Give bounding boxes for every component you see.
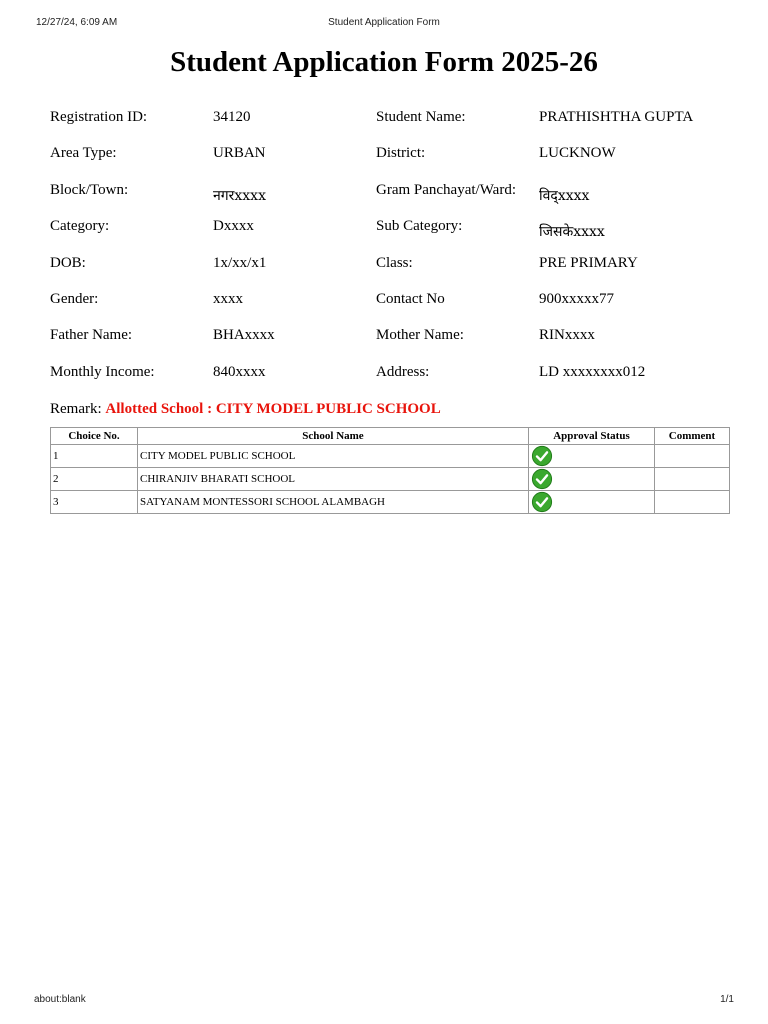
approval-status-cell — [529, 468, 655, 491]
comment-header: Comment — [655, 428, 730, 445]
gender-label: Gender: — [50, 290, 99, 307]
green-check-icon — [531, 468, 553, 490]
print-header — [0, 17, 768, 31]
field-row — [50, 255, 730, 291]
applicant-details — [50, 109, 730, 400]
contact-no-label: Contact No — [376, 290, 445, 307]
remark — [50, 401, 441, 418]
dob-label: DOB: — [50, 254, 86, 271]
print-footer — [0, 994, 768, 1008]
comment-cell — [655, 468, 730, 491]
student-name-value: PRATHISHTHA GUPTA — [539, 109, 694, 125]
gram-panchayat-ward-label: Gram Panchayat/Ward: — [376, 181, 516, 198]
school-name-cell: CITY MODEL PUBLIC SCHOOL — [138, 445, 529, 468]
dob-value: 1x/xx/x1 — [213, 254, 267, 271]
mother-name-label: Mother Name: — [376, 327, 464, 344]
father-name-label: Father Name: — [50, 327, 133, 344]
area-type-label: Area Type: — [50, 145, 117, 162]
field-row — [50, 364, 730, 400]
print-page-number: 1/1 — [720, 994, 734, 1005]
gender-value: xxxx — [213, 290, 243, 307]
choice-no-cell: 1 — [51, 445, 138, 468]
school-name-cell: SATYANAM MONTESSORI SCHOOL ALAMBAGH — [138, 491, 529, 514]
registration-id-label: Registration ID: — [50, 109, 148, 125]
field-row — [50, 218, 730, 254]
gram-panchayat-ward-value: विद्xxxx — [539, 187, 590, 204]
form-title: Student Application Form 2025-26 — [170, 46, 598, 78]
block-town-value: नगरxxxx — [213, 187, 266, 204]
table-row — [51, 491, 730, 514]
green-check-icon — [531, 445, 553, 467]
field-row — [50, 291, 730, 327]
print-url: about:blank — [34, 994, 86, 1005]
school-name-cell: CHIRANJIV BHARATI SCHOOL — [138, 468, 529, 491]
class-value: PRE PRIMARY — [539, 254, 638, 271]
print-page-title: Student Application Form — [328, 17, 440, 28]
approval-status-header: Approval Status — [529, 428, 655, 445]
allotted-school-remark: Allotted School : CITY MODEL PUBLIC SCHOOL — [105, 401, 441, 417]
field-row — [50, 145, 730, 181]
green-check-icon — [531, 491, 553, 513]
school-name-header: School Name — [138, 428, 529, 445]
area-type-value: URBAN — [213, 145, 266, 162]
table-row — [51, 468, 730, 491]
comment-cell — [655, 445, 730, 468]
print-datetime: 12/27/24, 6:09 AM — [36, 17, 118, 28]
sub-category-label: Sub Category: — [376, 218, 463, 235]
approval-status-cell — [529, 491, 655, 514]
address-label: Address: — [376, 363, 430, 380]
category-label: Category: — [50, 218, 110, 235]
district-value: LUCKNOW — [539, 145, 616, 162]
mother-name-value: RINxxxx — [539, 327, 595, 344]
remark-label: Remark: — [50, 401, 102, 417]
block-town-label: Block/Town: — [50, 181, 129, 198]
choice-no-cell: 3 — [51, 491, 138, 514]
sub-category-value: जिसकेxxxx — [539, 224, 605, 241]
field-row — [50, 327, 730, 363]
school-choices-table — [50, 427, 730, 514]
comment-cell — [655, 491, 730, 514]
field-row — [50, 109, 730, 145]
monthly-income-value: 840xxxx — [213, 363, 266, 380]
registration-id-value: 34120 — [213, 109, 251, 125]
class-label: Class: — [376, 254, 413, 271]
address-value: LD xxxxxxxx012 — [539, 363, 646, 380]
contact-no-value: 900xxxxx77 — [539, 290, 614, 307]
choice-no-cell: 2 — [51, 468, 138, 491]
monthly-income-label: Monthly Income: — [50, 363, 155, 380]
field-row — [50, 182, 730, 218]
table-header-row — [51, 428, 730, 445]
choice-no-header: Choice No. — [51, 428, 138, 445]
student-name-label: Student Name: — [376, 109, 466, 125]
approval-status-cell — [529, 445, 655, 468]
category-value: Dxxxx — [213, 218, 254, 235]
table-row — [51, 445, 730, 468]
father-name-value: BHAxxxx — [213, 327, 275, 344]
district-label: District: — [376, 145, 426, 162]
